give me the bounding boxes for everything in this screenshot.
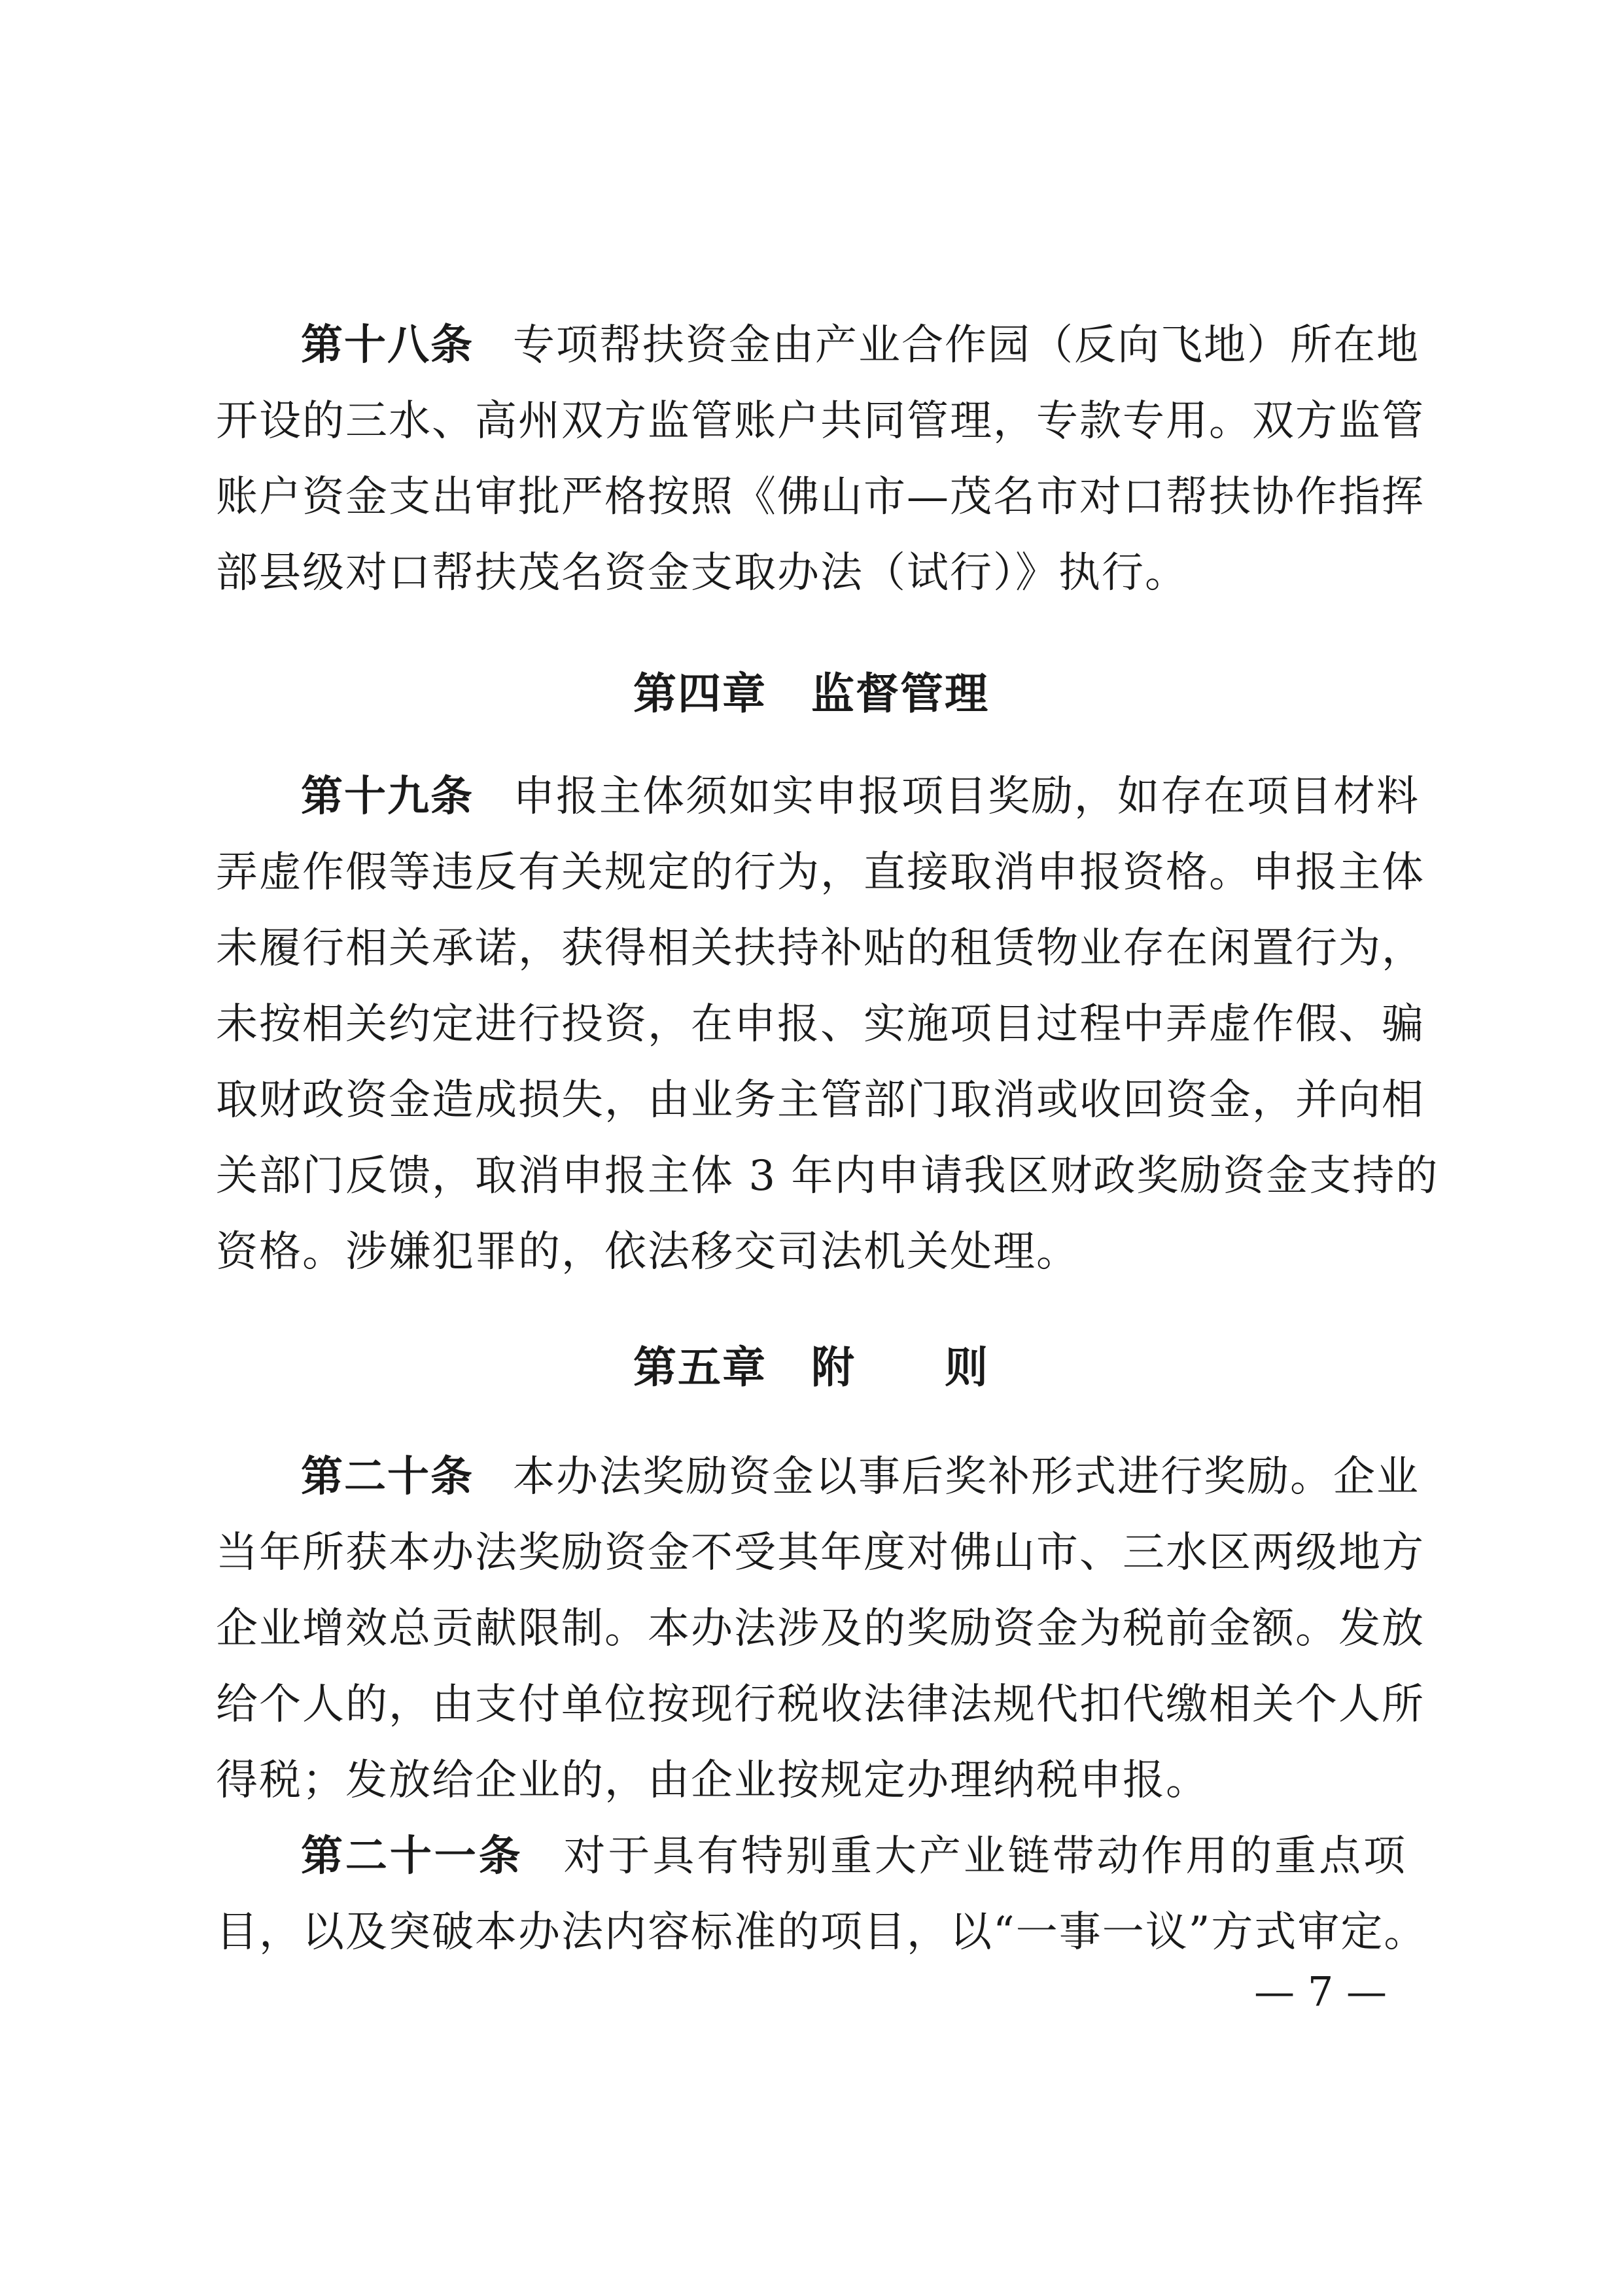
article-19-number: 第十九条: [301, 772, 474, 821]
article-20-line-5: 得税；发放给企业的，由企业按规定办理纳税申报。: [216, 1756, 1209, 1805]
article-20-line-4: 给个人的，由支付单位按现行税收法律法规代扣代缴相关个人所: [216, 1680, 1425, 1729]
article-19-line-5: 取财政资金造成损失，由业务主管部门取消或收回资金，并向相: [216, 1076, 1425, 1124]
article-21-number: 第二十一条: [301, 1832, 523, 1881]
page-number: — 7 —: [1254, 1968, 1387, 2015]
article-18-line-4: 部县级对口帮扶茂名资金支取办法（试行）》执行。: [216, 549, 1188, 597]
article-18-number: 第十八条: [301, 321, 474, 370]
article-18-line-1: 第十八条 专项帮扶资金由产业合作园（反向飞地）所在地: [301, 321, 1420, 370]
article-19-line-2: 弄虚作假等违反有关规定的行为，直接取消申报资格。申报主体: [216, 848, 1425, 897]
article-21-line-1: 第二十一条 对于具有特别重大产业链带动作用的重点项: [301, 1832, 1407, 1881]
article-19: [216, 759, 1439, 1290]
article-18-line-2: 开设的三水、高州双方监管账户共同管理，专款专用。双方监管: [216, 397, 1425, 445]
article-20-line-2: 当年所获本办法奖励资金不受其年度对佛山市、三水区两级地方: [216, 1529, 1425, 1577]
article-18-line-3: 账户资金支出审批严格按照《佛山市—茂名市对口帮扶协作指挥: [216, 473, 1425, 521]
article-21-line-2: 目，以及突破本办法内容标准的项目，以“一事一议”方式审定。: [216, 1908, 1427, 1957]
article-19-line-1: 第十九条 申报主体须如实申报项目奖励，如存在项目材料: [301, 772, 1420, 821]
article-20-line-1: 第二十条 本办法奖励资金以事后奖补形式进行奖励。企业: [301, 1452, 1420, 1501]
chapter-5-heading: 第五章 附 则: [633, 1342, 989, 1393]
article-21: [216, 1818, 1427, 1970]
chapter-4-heading: 第四章 监督管理: [633, 668, 989, 719]
article-18: [216, 307, 1425, 611]
article-19-line-3: 未履行相关承诺，获得相关扶持补贴的租赁物业存在闲置行为，: [216, 924, 1425, 973]
article-19-line-7: 资格。涉嫌犯罪的，依法移交司法机关处理。: [216, 1228, 1079, 1276]
article-20-number: 第二十条: [301, 1452, 474, 1501]
article-20-line-3: 企业增效总贡献限制。本办法涉及的奖励资金为税前金额。发放: [216, 1605, 1425, 1653]
article-19-line-4: 未按相关约定进行投资，在申报、实施项目过程中弄虚作假、骗: [216, 1000, 1425, 1049]
article-19-line-6: 关部门反馈，取消申报主体 3 年内申请我区财政奖励资金支持的: [216, 1152, 1439, 1200]
article-20: [216, 1439, 1425, 1818]
